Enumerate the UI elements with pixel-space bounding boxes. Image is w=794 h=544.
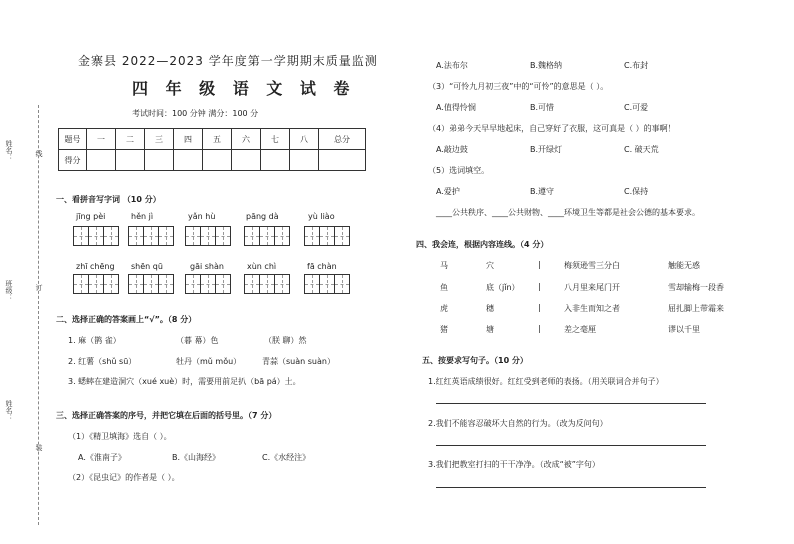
school-title: 金寨县 2022—2023 学年度第一学期期末质量监测 [78,54,378,68]
match-item[interactable]: 入非生而知之者 [564,304,620,313]
option: B.《山海经》 [172,453,221,462]
fill-in-sentence: ____公共秩序、____公共财物、____环境卫生等都是社会公德的基本要求。 [436,208,700,217]
score-table [58,128,366,171]
sentence-task: 2.我们不能容忍破坏大自然的行为。（改为反问句） [428,419,608,428]
score-input-cell[interactable] [203,150,232,171]
question-line: （4）弟弟今天早早地起床，自己穿好了衣服，这可真是（ ）的事啊！ [428,124,676,133]
answer-line[interactable] [436,445,706,446]
question-line: 3. 蟋蟀在建造洞穴（xué xuè）时，需要用前足扒（bā pá）土。 [68,377,301,386]
section-1-title: 一、看拼音写字词 （10 分） [56,195,161,204]
binding-line-mark: 线 [35,150,43,157]
score-cell: 得分 [59,150,87,171]
score-cell: 三 [145,129,174,150]
class-label: 班级： [5,280,13,301]
score-cell: 总分 [319,129,366,150]
question-line: 青蒜（suàn suàn） [262,357,335,366]
match-item[interactable]: 穗 [486,304,494,313]
score-cell: 一 [87,129,116,150]
student-name-label-2: 姓名： [5,400,13,421]
score-input-cell[interactable] [290,150,319,171]
match-item[interactable]: 塘 [486,325,494,334]
score-cell: 七 [261,129,290,150]
pinyin: zhī chēng [76,262,115,271]
score-cell: 八 [290,129,319,150]
option: B.遵守 [530,187,555,196]
option: A.敲边鼓 [436,145,468,154]
match-item[interactable]: 屈扎脚上带霜来 [668,304,724,313]
writing-grid[interactable] [244,226,289,246]
question-line: （1）《精卫填海》选自（ ）。 [68,432,172,441]
option: A.值得怜悯 [436,103,476,112]
score-table-score-row [59,150,366,171]
option: A.法布尔 [436,61,468,70]
question-line: 牡丹（mǔ mǒu） [176,357,242,366]
writing-grid[interactable] [244,274,289,294]
match-item[interactable]: 梅须逊雪三分白 [564,261,620,270]
match-item[interactable]: 差之毫厘 [564,325,596,334]
score-input-cell[interactable] [116,150,145,171]
match-item[interactable]: 穴 [486,261,494,270]
option: C. 破天荒 [624,145,659,154]
sentence-task: 1.红红英语成绩很好。红红受到老师的表扬。（用关联词合并句子） [428,377,664,386]
match-item[interactable]: 猪 [440,325,448,334]
pinyin: yǎn hù [188,212,216,221]
option: A.《淮南子》 [78,453,126,462]
match-item[interactable]: 底（jǐn） [486,283,520,292]
score-cell: 二 [116,129,145,150]
binding-order-mark: 订 [35,284,43,291]
section-3-title: 三、选择正确答案的序号，并把它填在后面的括号里。（7 分） [56,411,277,420]
divider: | [538,324,541,333]
writing-grid[interactable] [185,226,230,246]
divider: | [538,282,541,291]
section-5-title: 五、按要求写句子。（10 分） [422,356,528,365]
pinyin: fā chàn [307,262,337,271]
option: B.魏格纳 [530,61,563,70]
match-item[interactable]: 马 [440,261,448,270]
option: C.可爱 [624,103,649,112]
question-line: 1. 麻（鹊 雀） [68,336,121,345]
answer-line[interactable] [436,487,706,488]
pinyin: shēn qū [131,262,163,271]
sentence-task: 3.我们把教室打扫的干干净净。（改成“被”字句） [428,460,600,469]
pinyin: gāi shàn [190,262,224,271]
pinyin: jīng pèi [76,212,106,221]
score-input-cell[interactable] [87,150,116,171]
score-cell: 题号 [59,129,87,150]
score-input-cell[interactable] [261,150,290,171]
pinyin: hěn jì [131,212,154,221]
student-name-label: 姓名： [5,140,13,161]
writing-grid[interactable] [128,226,173,246]
writing-grid[interactable] [73,226,118,246]
paper-title: 四 年 级 语 文 试 卷 [132,79,356,98]
option: B.开绿灯 [530,145,563,154]
pinyin: yù liào [308,212,335,221]
divider: | [538,303,541,312]
score-table-header-row [59,129,366,150]
writing-grid[interactable] [304,226,349,246]
score-cell: 五 [203,129,232,150]
match-item[interactable]: 八月里来尾门开 [564,283,620,292]
question-line: （3）“可怜九月初三夜”中的“可怜”的意思是（ ）。 [428,82,609,91]
divider: | [538,260,541,269]
pinyin: pāng dà [246,212,279,221]
question-line: （5）选词填空。 [428,166,490,175]
score-cell: 六 [232,129,261,150]
match-item[interactable]: 触能无惑 [668,261,700,270]
match-item[interactable]: 雪却输梅一段香 [668,283,724,292]
binding-install-mark: 装 [35,444,43,451]
question-line: （暮 幕）色 [176,336,219,345]
match-item[interactable]: 虎 [440,304,448,313]
match-item[interactable]: 鱼 [440,283,448,292]
exam-info: 考试时间：100 分钟 满分：100 分 [132,109,259,118]
answer-line[interactable] [436,403,706,404]
option: C.布封 [624,61,649,70]
score-input-cell[interactable] [145,150,174,171]
option: C.保持 [624,187,649,196]
question-line: 2. 红薯（shǔ sū） [68,357,137,366]
score-input-cell[interactable] [319,150,366,171]
score-input-cell[interactable] [174,150,203,171]
writing-grid[interactable] [128,274,173,294]
writing-grid[interactable] [185,274,230,294]
option: C.《水经注》 [262,453,311,462]
question-line: （2）《昆虫记》的作者是（ ）。 [68,473,180,482]
section-2-title: 二、选择正确的答案画上“√”。（8 分） [56,315,197,324]
score-input-cell[interactable] [232,150,261,171]
binding-dashed-line [38,105,39,525]
question-line: （朕 聊）然 [264,336,307,345]
option: A.爱护 [436,187,460,196]
match-item[interactable]: 谬以千里 [668,325,700,334]
score-cell: 四 [174,129,203,150]
option: B.可惜 [530,103,555,112]
section-4-title: 四、我会连，根据内容连线。（4 分） [416,240,549,249]
writing-grid[interactable] [304,274,349,294]
writing-grid[interactable] [73,274,118,294]
pinyin: xùn chì [247,262,277,271]
